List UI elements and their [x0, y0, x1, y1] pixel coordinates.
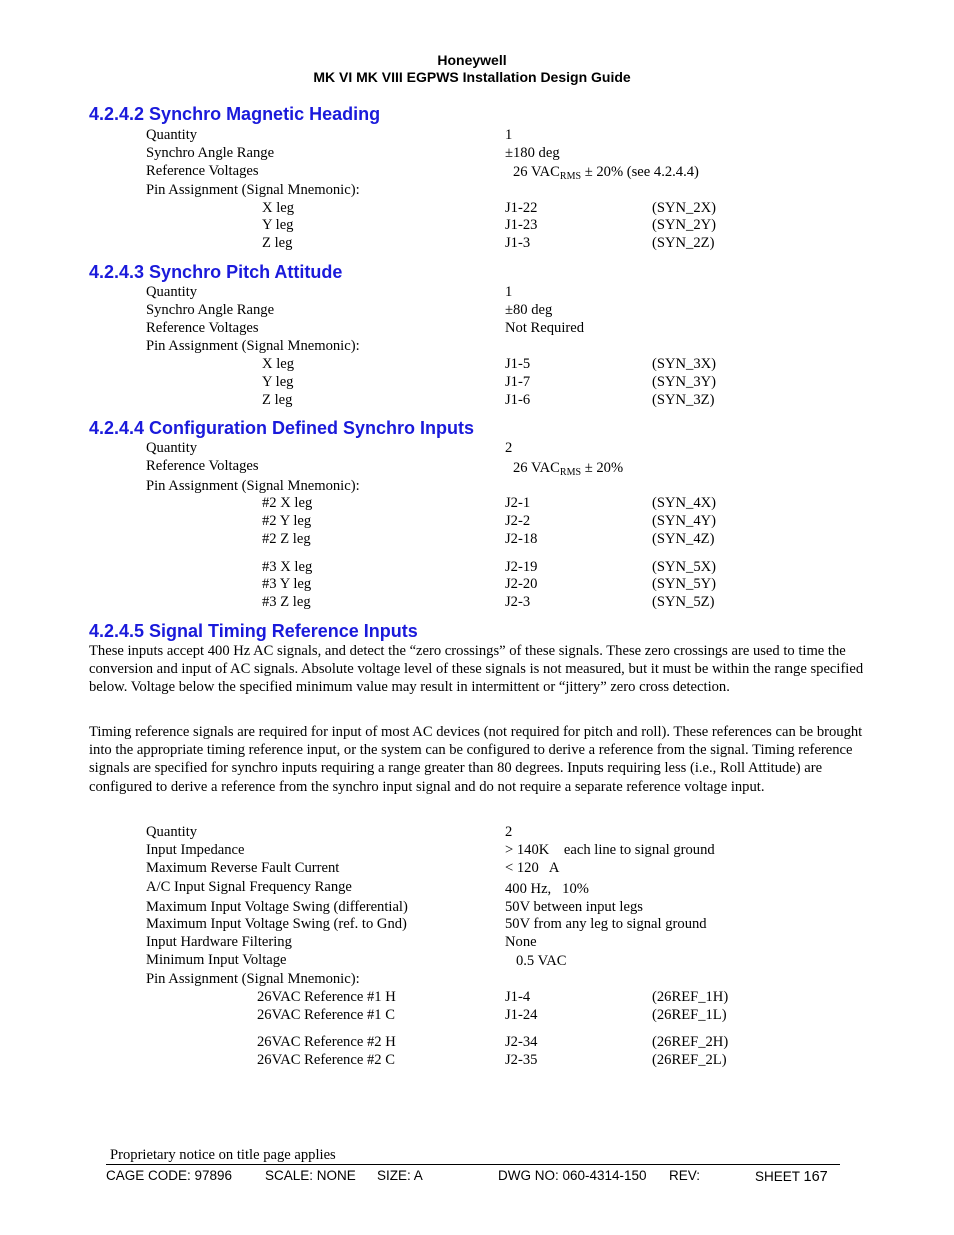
- spec-label: Maximum Input Voltage Swing (differential): [146, 899, 408, 915]
- pin-leg: X leg: [262, 200, 295, 216]
- spec-value: Not Required: [505, 320, 585, 336]
- spec-value: 400 Hz, 10%: [505, 881, 589, 897]
- spec-label: Maximum Input Voltage Swing (ref. to Gnd): [146, 916, 407, 932]
- spec-label: Quantity: [146, 440, 198, 456]
- spec-value: ±80 deg: [505, 302, 553, 318]
- pin-leg: #3 X leg: [262, 559, 313, 575]
- pin-leg: #2 Z leg: [262, 531, 311, 547]
- pin-leg: Z leg: [262, 235, 293, 251]
- spec-label: Quantity: [146, 127, 198, 143]
- spec-value: 0.5 VAC: [505, 953, 567, 969]
- spec-value: 1: [505, 127, 513, 143]
- pin-leg: #3 Y leg: [262, 576, 312, 592]
- spec-label: Quantity: [146, 284, 198, 300]
- spec-label: Input Hardware Filtering: [146, 934, 292, 950]
- spec-label: A/C Input Signal Frequency Range: [146, 879, 352, 895]
- pin-mnemonic: (SYN_3Y): [652, 374, 717, 390]
- spec-value: < 120 A: [505, 860, 560, 876]
- pin-mnemonic: (SYN_5X): [652, 559, 717, 575]
- pin-leg: X leg: [262, 356, 295, 372]
- spec-value: 2: [505, 824, 513, 840]
- section-heading-4-2-4-4: 4.2.4.4 Configuration Defined Synchro Inputs: [89, 418, 475, 438]
- footer-rule: [106, 1164, 840, 1165]
- pin-number: J2-2: [505, 513, 531, 529]
- spec-value: 50V between input legs: [505, 899, 643, 915]
- pin-mnemonic: (SYN_5Y): [652, 576, 717, 592]
- spec-label: Input Impedance: [146, 842, 245, 858]
- pin-number: J2-18: [505, 531, 538, 547]
- pin-leg: Z leg: [262, 392, 293, 408]
- pin-leg: Y leg: [262, 217, 294, 233]
- section-heading-4-2-4-5: 4.2.4.5 Signal Timing Reference Inputs: [89, 621, 418, 641]
- pin-number: J1-5: [505, 356, 531, 372]
- section-heading-4-2-4-3: 4.2.4.3 Synchro Pitch Attitude: [89, 262, 343, 282]
- sheet-number: SHEET 167: [755, 1169, 828, 1185]
- spec-label: Reference Voltages: [146, 320, 259, 336]
- spec-value: ±180 deg: [505, 145, 560, 161]
- pin-mnemonic: (SYN_3Z): [652, 392, 715, 408]
- pin-mnemonic: (SYN_4Y): [652, 513, 717, 529]
- pin-mnemonic: (26REF_2H): [652, 1034, 729, 1050]
- pin-mnemonic: (26REF_2L): [652, 1052, 727, 1068]
- pin-number: J1-3: [505, 235, 531, 251]
- proprietary-notice: Proprietary notice on title page applies: [110, 1147, 336, 1163]
- pin-leg: Y leg: [262, 374, 294, 390]
- spec-value: 2: [505, 440, 513, 456]
- spec-value: 1: [505, 284, 513, 300]
- spec-label: Minimum Input Voltage: [146, 952, 287, 968]
- pin-mnemonic: (SYN_2Y): [652, 217, 717, 233]
- spec-label: Pin Assignment (Signal Mnemonic):: [146, 971, 360, 987]
- company-name: Honeywell: [437, 52, 507, 68]
- pin-leg: 26VAC Reference #1 H: [257, 989, 396, 1005]
- pin-mnemonic: (SYN_5Z): [652, 594, 715, 610]
- spec-label: Reference Voltages: [146, 163, 259, 179]
- pin-leg: 26VAC Reference #1 C: [257, 1007, 395, 1023]
- paragraph: Timing reference signals are required for input of most AC devices (not required for pitch and roll). These references can be brought into the appropriate timing reference input, or the system can be configured to derive a reference from the signal. Timing reference signals are specified for synchro inputs requiring a range greater than 80 degrees. Inputs requiring less (i.e., Roll Attitude) are configured to derive a reference from the synchro input signal and do not require a separate reference voltage input.: [89, 724, 863, 795]
- pin-number: J1-22: [505, 200, 538, 216]
- section-heading-4-2-4-2: 4.2.4.2 Synchro Magnetic Heading: [89, 104, 381, 124]
- spec-value: > 140K each line to signal ground: [505, 842, 715, 858]
- spec-value: 50V from any leg to signal ground: [505, 916, 707, 932]
- drawing-number: DWG NO: 060-4314-150: [498, 1168, 647, 1183]
- spec-label: Pin Assignment (Signal Mnemonic):: [146, 182, 360, 198]
- pin-number: J2-3: [505, 594, 531, 610]
- cage-code: CAGE CODE: 97896: [106, 1168, 233, 1183]
- pin-number: J2-34: [505, 1034, 538, 1050]
- spec-label: Synchro Angle Range: [146, 145, 275, 161]
- spec-label: Reference Voltages: [146, 458, 259, 474]
- pin-number: J2-35: [505, 1052, 538, 1068]
- pin-mnemonic: (SYN_3X): [652, 356, 717, 372]
- pin-mnemonic: (26REF_1H): [652, 989, 729, 1005]
- document-title: MK VI MK VIII EGPWS Installation Design Guide: [313, 69, 631, 85]
- pin-mnemonic: (SYN_2X): [652, 200, 717, 216]
- pin-mnemonic: (26REF_1L): [652, 1007, 727, 1023]
- pin-number: J1-24: [505, 1007, 538, 1023]
- pin-number: J2-20: [505, 576, 538, 592]
- spec-label: Pin Assignment (Signal Mnemonic):: [146, 338, 360, 354]
- paragraph: These inputs accept 400 Hz AC signals, and detect the “zero crossings” of these signals. These zero crossings are used to time the conversion and input of AC signals. Absolute voltage level of these signals is not measured, but it must be within the range specified below. Voltage below the specified minimum value may result in intermittent or “jittery” zero cross detection.: [89, 643, 864, 696]
- pin-mnemonic: (SYN_4X): [652, 495, 717, 511]
- pin-number: J1-7: [505, 374, 531, 390]
- pin-leg: #2 X leg: [262, 495, 313, 511]
- spec-label: Pin Assignment (Signal Mnemonic):: [146, 478, 360, 494]
- revision: REV:: [669, 1168, 701, 1183]
- spec-label: Synchro Angle Range: [146, 302, 275, 318]
- pin-number: J2-1: [505, 495, 531, 511]
- pin-mnemonic: (SYN_4Z): [652, 531, 715, 547]
- spec-label: Maximum Reverse Fault Current: [146, 860, 340, 876]
- size: SIZE: A: [377, 1168, 423, 1183]
- pin-number: J1-4: [505, 989, 531, 1005]
- spec-value: 26 $VAC_{RMS} \pm 20\%$ (see 4.2.4.4): [513, 164, 699, 182]
- pin-leg: #2 Y leg: [262, 513, 312, 529]
- pin-leg: 26VAC Reference #2 C: [257, 1052, 395, 1068]
- pin-number: J2-19: [505, 559, 538, 575]
- pin-leg: #3 Z leg: [262, 594, 311, 610]
- spec-value: None: [505, 934, 537, 950]
- pin-number: J1-6: [505, 392, 531, 408]
- spec-label: Quantity: [146, 824, 198, 840]
- spec-value: 26 $VAC_{RMS} \pm 20\%$: [513, 460, 624, 478]
- pin-leg: 26VAC Reference #2 H: [257, 1034, 396, 1050]
- pin-mnemonic: (SYN_2Z): [652, 235, 715, 251]
- scale: SCALE: NONE: [265, 1168, 356, 1183]
- pin-number: J1-23: [505, 217, 538, 233]
